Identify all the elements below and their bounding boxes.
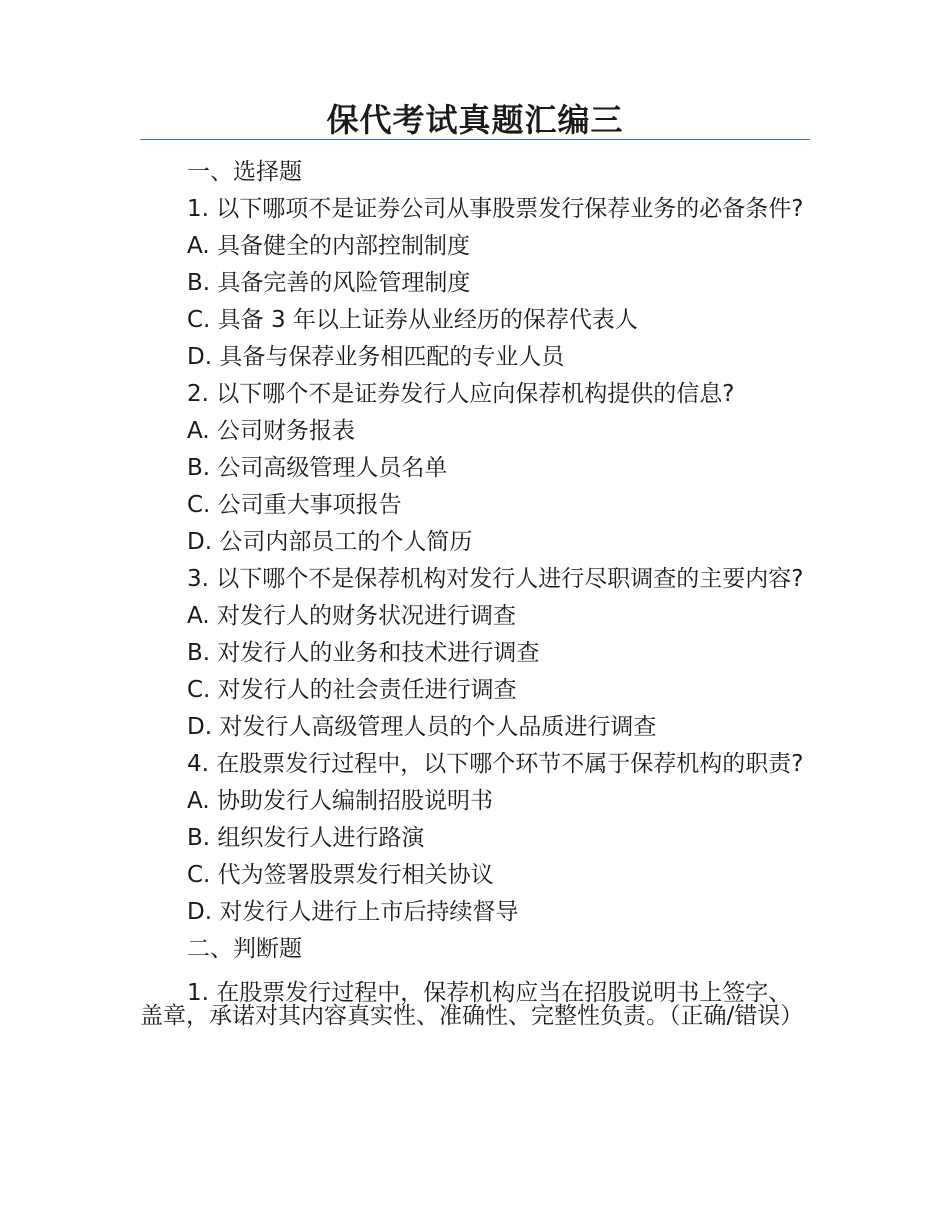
question-option: B. 组织发行人进行路演	[187, 825, 425, 851]
question-option: D. 具备与保荐业务相匹配的专业人员	[187, 344, 565, 370]
question-option: D. 公司内部员工的个人简历	[187, 529, 473, 555]
question-option: A. 公司财务报表	[187, 418, 355, 444]
title-underline	[140, 139, 810, 140]
question-option: C. 代为签署股票发行相关协议	[187, 862, 494, 888]
judgement-item: 1. 在股票发行过程中，保荐机构应当在招股说明书上签字、盖章，承诺对其内容真实性、准确性、完整性负责。（正确/错误）	[140, 980, 804, 1029]
question-option: B. 公司高级管理人员名单	[187, 455, 448, 481]
question-option: D. 对发行人高级管理人员的个人品质进行调查	[187, 714, 657, 740]
section-heading-judge: 二、判断题	[187, 936, 302, 962]
section-heading-choice: 一、选择题	[187, 159, 302, 185]
question-option: A. 具备健全的内部控制制度	[187, 233, 470, 259]
question-option: C. 具备 3 年以上证券从业经历的保荐代表人	[187, 307, 638, 333]
document-body	[140, 154, 810, 1028]
question-stem: 3. 以下哪个不是保荐机构对发行人进行尽职调查的主要内容?	[187, 566, 804, 592]
question-stem: 1. 以下哪项不是证券公司从事股票发行保荐业务的必备条件?	[187, 196, 804, 222]
question-option: A. 协助发行人编制招股说明书	[187, 788, 493, 814]
question-option: C. 公司重大事项报告	[187, 492, 402, 518]
question-option: C. 对发行人的社会责任进行调查	[187, 677, 517, 703]
question-stem: 2. 以下哪个不是证券发行人应向保荐机构提供的信息?	[187, 381, 735, 407]
question-option: B. 具备完善的风险管理制度	[187, 270, 471, 296]
question-option: D. 对发行人进行上市后持续督导	[187, 899, 519, 925]
question-stem: 4. 在股票发行过程中，以下哪个环节不属于保荐机构的职责?	[187, 751, 804, 777]
question-option: A. 对发行人的财务状况进行调查	[187, 603, 516, 629]
question-option: B. 对发行人的业务和技术进行调查	[187, 640, 540, 666]
document-title: 保代考试真题汇编三	[326, 101, 624, 139]
